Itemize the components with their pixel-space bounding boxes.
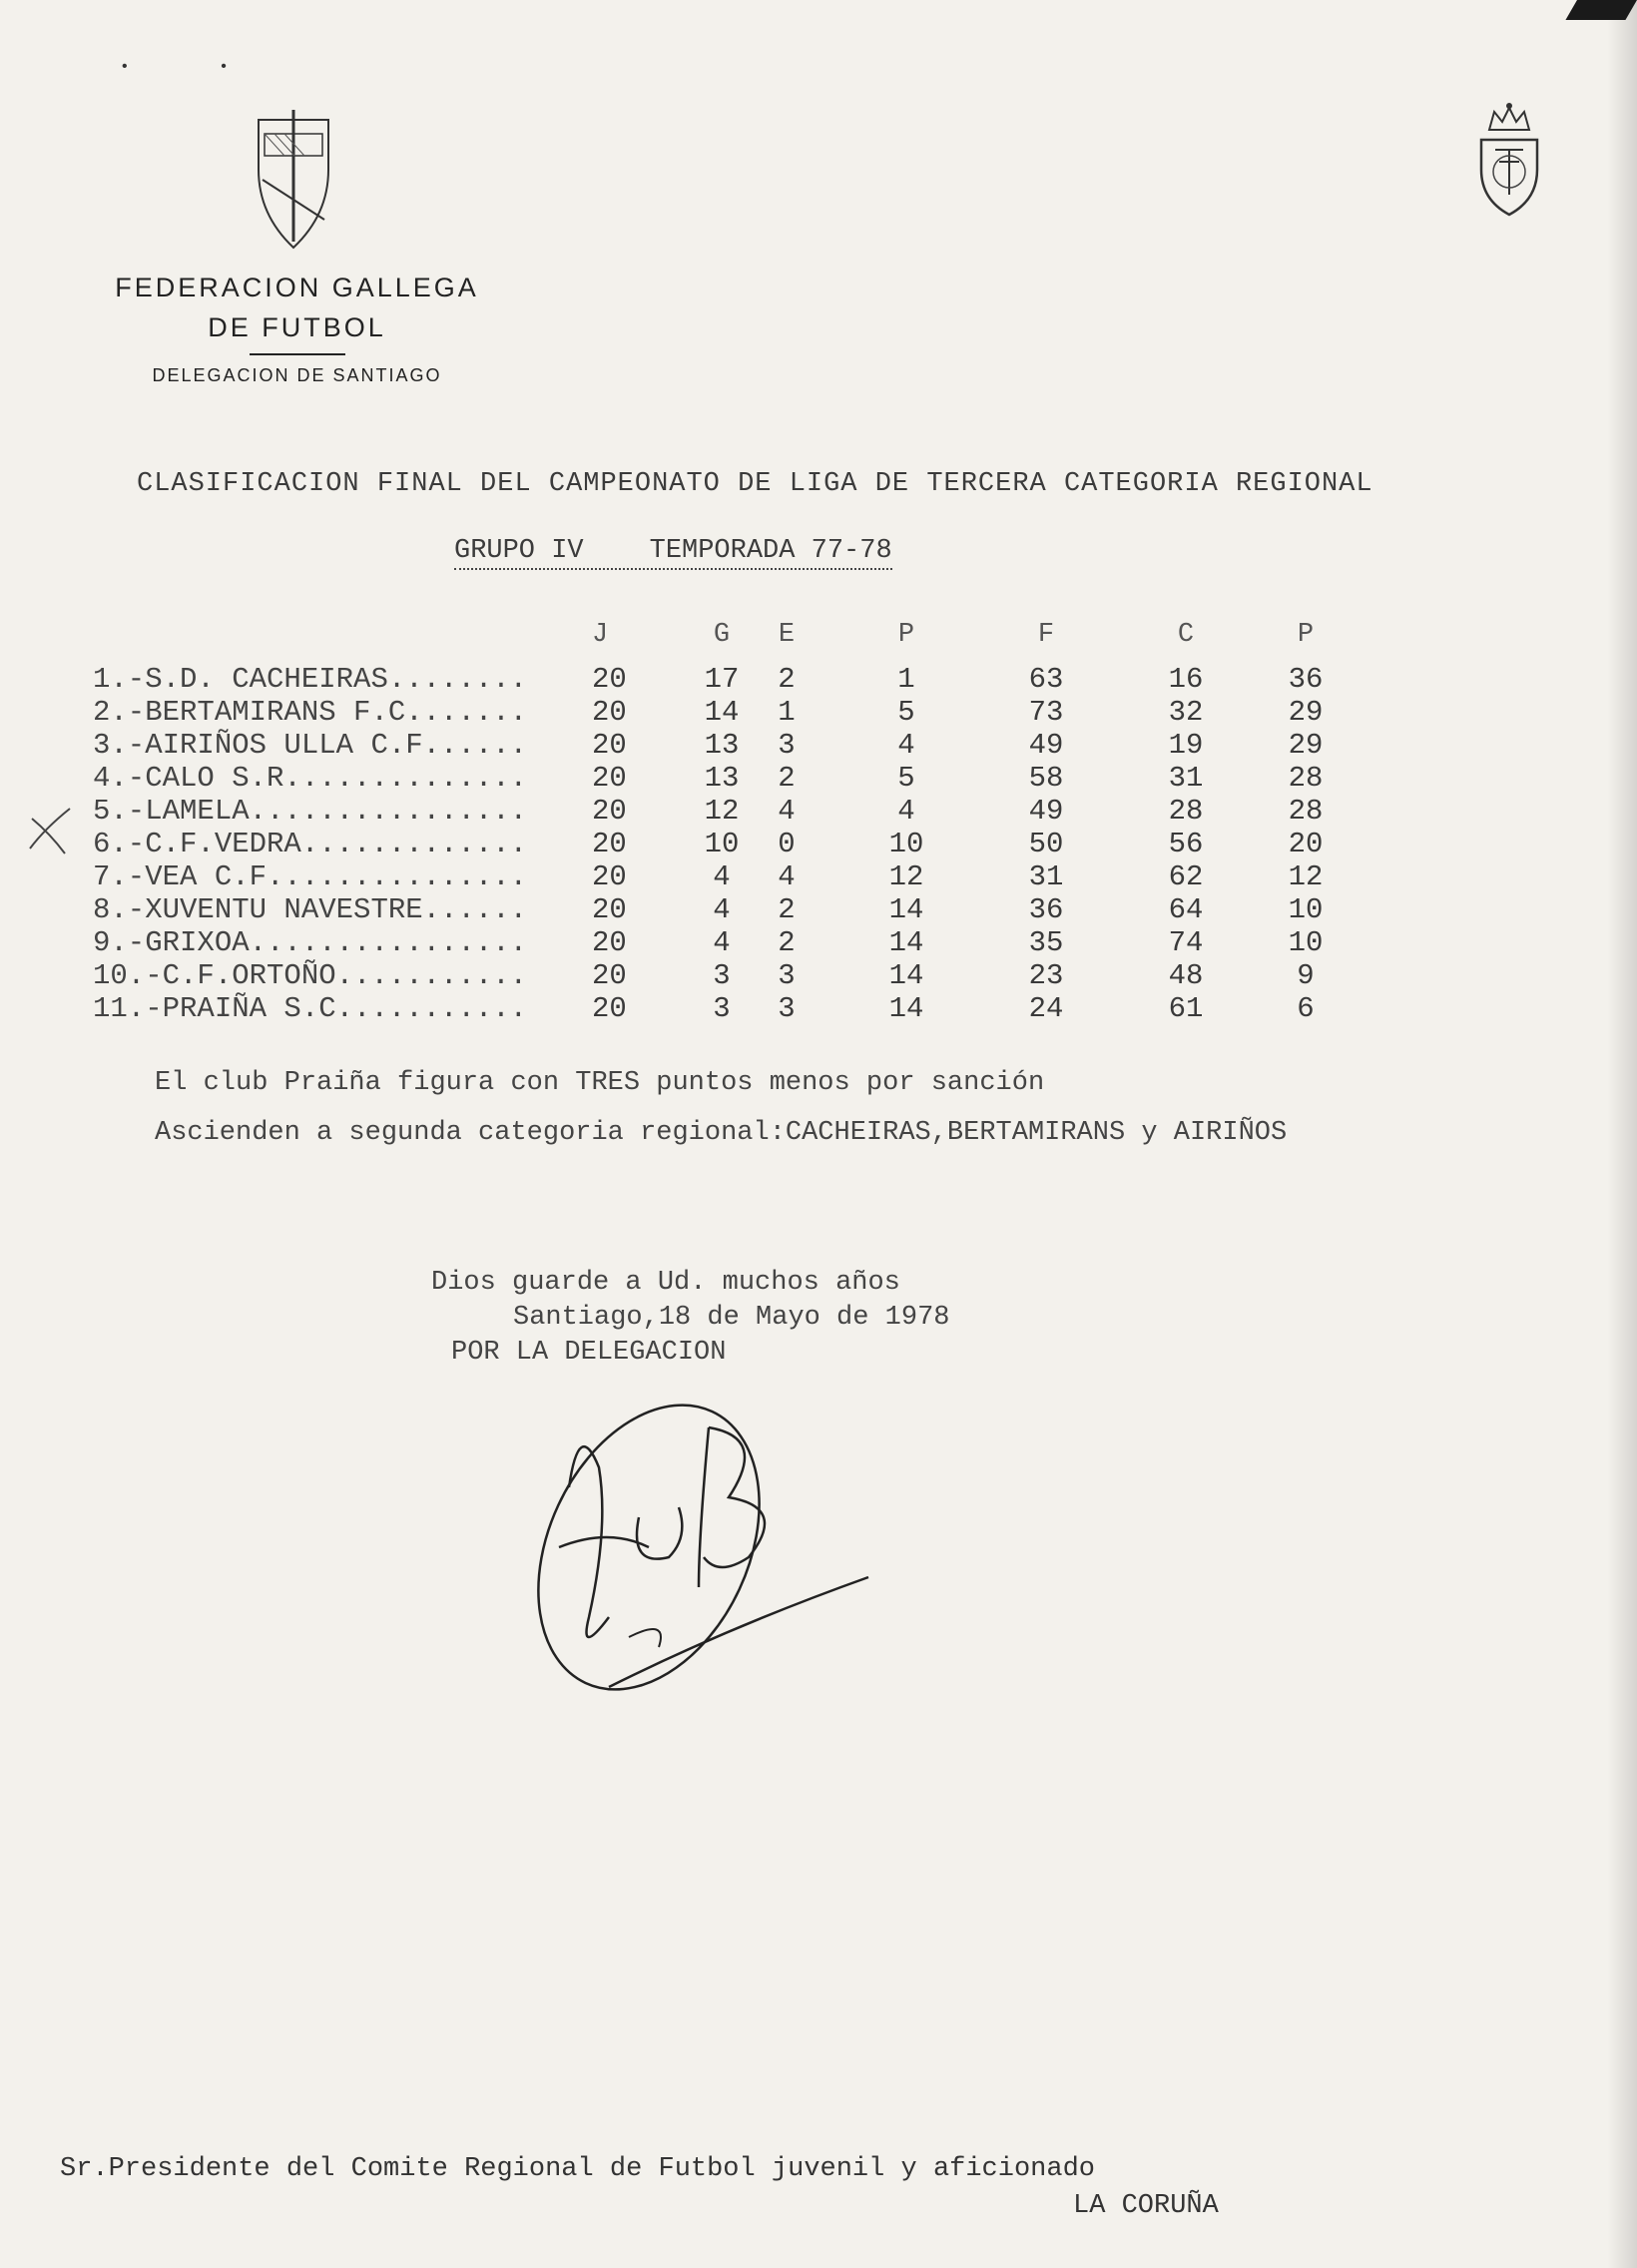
cell-g: 10: [704, 828, 740, 860]
federation-header: [95, 268, 499, 386]
cell-g: 4: [713, 893, 731, 926]
cell-c: 48: [1168, 959, 1204, 992]
cell-e: 2: [778, 663, 796, 696]
addressee-line1: Sr.Presidente del Comite Regional de Futbol juvenil y aficionado: [60, 2154, 1095, 2184]
cell-g: 4: [713, 926, 731, 959]
column-header-c: C: [1177, 620, 1195, 650]
cell-j: 20: [592, 762, 627, 795]
cell-name: 7.-VEA C.F...............: [93, 860, 528, 893]
cell-pts: 20: [1288, 828, 1324, 860]
cell-e: 4: [778, 795, 796, 828]
column-header-p: P: [897, 620, 915, 650]
cell-p: 4: [897, 795, 915, 828]
delegation-name: DELEGACION DE SANTIAGO: [152, 365, 442, 385]
cell-g: 13: [704, 762, 740, 795]
header-divider: [250, 353, 345, 355]
cell-name: 6.-C.F.VEDRA.............: [93, 828, 528, 860]
cell-f: 35: [1028, 926, 1064, 959]
cell-f: 49: [1028, 795, 1064, 828]
cell-pts: 36: [1288, 663, 1324, 696]
cell-j: 20: [592, 893, 627, 926]
closing-signoff: POR LA DELEGACION: [451, 1338, 727, 1368]
cell-pts: 12: [1288, 860, 1324, 893]
closing-date: Santiago,18 de Mayo de 1978: [513, 1303, 950, 1333]
cell-e: 3: [778, 729, 796, 762]
cell-f: 36: [1028, 893, 1064, 926]
cell-c: 56: [1168, 828, 1204, 860]
cell-f: 58: [1028, 762, 1064, 795]
column-header-e: E: [778, 620, 796, 650]
cell-name: 11.-PRAIÑA S.C...........: [93, 992, 528, 1025]
signature: [529, 1388, 888, 1717]
cell-name: 3.-AIRIÑOS ULLA C.F......: [93, 729, 528, 762]
cell-f: 31: [1028, 860, 1064, 893]
group-label: GRUPO IV: [454, 536, 584, 566]
cell-p: 5: [897, 696, 915, 729]
paper-edge: [1607, 0, 1637, 2268]
cell-e: 1: [778, 696, 796, 729]
cell-j: 20: [592, 828, 627, 860]
cell-name: 9.-GRIXOA................: [93, 926, 528, 959]
cell-pts: 10: [1288, 893, 1324, 926]
cell-p: 14: [888, 959, 924, 992]
royal-crown-emblem-icon: [1469, 100, 1549, 220]
document-title: CLASIFICACION FINAL DEL CAMPEONATO DE LIGA DE TERCERA CATEGORIA REGIONAL: [137, 469, 1373, 499]
cell-e: 2: [778, 762, 796, 795]
document-subtitle: [454, 536, 892, 570]
cell-pts: 10: [1288, 926, 1324, 959]
cell-e: 3: [778, 959, 796, 992]
cell-f: 73: [1028, 696, 1064, 729]
punch-marks: • •: [120, 58, 269, 76]
cell-name: 8.-XUVENTU NAVESTRE......: [93, 893, 528, 926]
cell-j: 20: [592, 663, 627, 696]
cell-c: 74: [1168, 926, 1204, 959]
cell-p: 5: [897, 762, 915, 795]
cell-f: 50: [1028, 828, 1064, 860]
cell-c: 64: [1168, 893, 1204, 926]
cell-e: 0: [778, 828, 796, 860]
cell-p: 14: [888, 926, 924, 959]
cell-pts: 9: [1297, 959, 1315, 992]
column-header-g: G: [713, 620, 731, 650]
column-header-j: J: [592, 620, 609, 650]
cell-f: 23: [1028, 959, 1064, 992]
cell-e: 4: [778, 860, 796, 893]
cell-j: 20: [592, 992, 627, 1025]
cell-e: 2: [778, 926, 796, 959]
cell-j: 20: [592, 729, 627, 762]
federation-name-line1: FEDERACION GALLEGA: [115, 273, 479, 302]
promotion-note: Ascienden a segunda categoria regional:CACHEIRAS,BERTAMIRANS y AIRIÑOS: [155, 1118, 1288, 1148]
cell-p: 10: [888, 828, 924, 860]
cell-c: 19: [1168, 729, 1204, 762]
cell-c: 62: [1168, 860, 1204, 893]
cell-g: 4: [713, 860, 731, 893]
cell-name: 1.-S.D. CACHEIRAS........: [93, 663, 528, 696]
cell-c: 16: [1168, 663, 1204, 696]
cell-p: 14: [888, 992, 924, 1025]
cell-name: 5.-LAMELA................: [93, 795, 528, 828]
cell-f: 63: [1028, 663, 1064, 696]
cell-name: 2.-BERTAMIRANS F.C.......: [93, 696, 528, 729]
margin-handwritten-mark-icon: [20, 799, 80, 858]
cell-p: 1: [897, 663, 915, 696]
column-header-f: F: [1037, 620, 1055, 650]
cell-g: 12: [704, 795, 740, 828]
column-header-points: P: [1297, 620, 1315, 650]
cell-c: 31: [1168, 762, 1204, 795]
cell-c: 32: [1168, 696, 1204, 729]
cell-p: 12: [888, 860, 924, 893]
cell-j: 20: [592, 795, 627, 828]
cell-j: 20: [592, 926, 627, 959]
cell-e: 2: [778, 893, 796, 926]
sanction-note: El club Praiña figura con TRES puntos menos por sanción: [155, 1068, 1045, 1098]
cell-f: 24: [1028, 992, 1064, 1025]
cell-pts: 6: [1297, 992, 1315, 1025]
cell-j: 20: [592, 696, 627, 729]
cell-j: 20: [592, 860, 627, 893]
cell-c: 61: [1168, 992, 1204, 1025]
cell-g: 3: [713, 992, 731, 1025]
cell-g: 3: [713, 959, 731, 992]
addressee-line2: LA CORUÑA: [1073, 2191, 1219, 2221]
cell-p: 4: [897, 729, 915, 762]
cell-pts: 28: [1288, 795, 1324, 828]
cell-e: 3: [778, 992, 796, 1025]
cell-pts: 29: [1288, 696, 1324, 729]
closing-greeting: Dios guarde a Ud. muchos años: [431, 1268, 900, 1298]
cell-p: 14: [888, 893, 924, 926]
cell-j: 20: [592, 959, 627, 992]
cell-pts: 29: [1288, 729, 1324, 762]
cell-name: 4.-CALO S.R..............: [93, 762, 528, 795]
cell-g: 14: [704, 696, 740, 729]
season-label: TEMPORADA 77-78: [649, 536, 892, 566]
federation-name-line2: DE FUTBOL: [208, 312, 386, 342]
cell-name: 10.-C.F.ORTOÑO...........: [93, 959, 528, 992]
cell-f: 49: [1028, 729, 1064, 762]
cell-g: 13: [704, 729, 740, 762]
paper-corner: [1565, 0, 1637, 20]
federation-shield-icon: [255, 110, 332, 250]
cell-pts: 28: [1288, 762, 1324, 795]
cell-g: 17: [704, 663, 740, 696]
cell-c: 28: [1168, 795, 1204, 828]
